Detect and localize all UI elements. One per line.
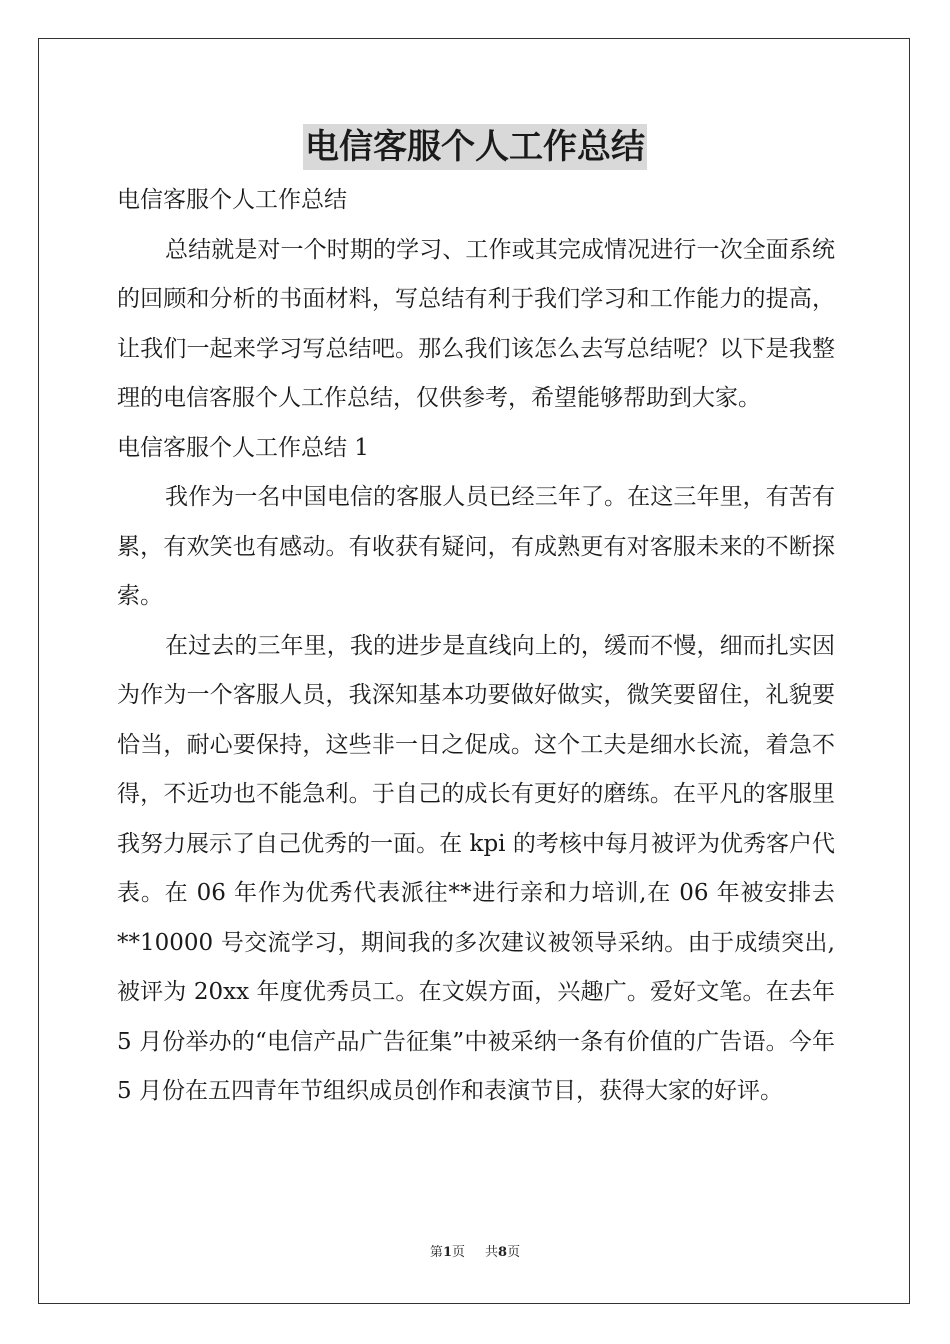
document-subtitle: 电信客服个人工作总结 (117, 187, 347, 213)
total-page-number: 8 (498, 1245, 508, 1260)
total-prefix: 共 (485, 1245, 499, 1260)
page-footer (0, 1244, 950, 1262)
current-page-number: 1 (442, 1245, 452, 1260)
document-body (117, 176, 835, 1117)
total-suffix: 页 (507, 1245, 521, 1260)
title-area (0, 124, 950, 170)
body-paragraph-2: 在过去的三年里，我的进步是直线向上的，缓而不慢，细而扎实因为作为一个客服人员，我深知基本功要做好做实，微笑要留住，礼貌要恰当，耐心要保持，这些非一日之促成。这个工夫是细水长流，着急不得，不近功也不能急利。于自己的成长有更好的磨练。在平凡的客服里我努力展示了自己优秀的一面。在 kpi 的考核中每月被评为优秀客户代表。在 06 年作为优秀代表派往**进行亲和力培训,在 06 年被安排去**10000 号交流学习，期间我的多次建议被领导采纳。由于成绩突出,被评为 20xx 年度优秀员工。在文娱方面，兴趣广。爱好文笔。在去年 5 月份举办的“电信产品广告征集”中被采纳一条有价值的广告语。今年 5 月份在五四青年节组织成员创作和表演节目，获得大家的好评。 (117, 632, 835, 1104)
section-heading: 电信客服个人工作总结 1 (117, 434, 369, 461)
page-suffix: 页 (451, 1245, 465, 1260)
body-paragraph-1: 我作为一名中国电信的客服人员已经三年了。在这三年里，有苦有累，有欢笑也有感动。有收获有疑问，有成熟更有对客服未来的不断探索。 (117, 484, 835, 609)
page-prefix: 第 (429, 1245, 443, 1260)
intro-paragraph: 总结就是对一个时期的学习、工作或其完成情况进行一次全面系统的回顾和分析的书面材料，写总结有利于我们学习和工作能力的提高，让我们一起来学习写总结吧。那么我们该怎么去写总结呢？以下是我整理的电信客服个人工作总结，仅供参考，希望能够帮助到大家。 (117, 236, 835, 411)
document-title: 电信客服个人工作总结 (303, 124, 647, 170)
